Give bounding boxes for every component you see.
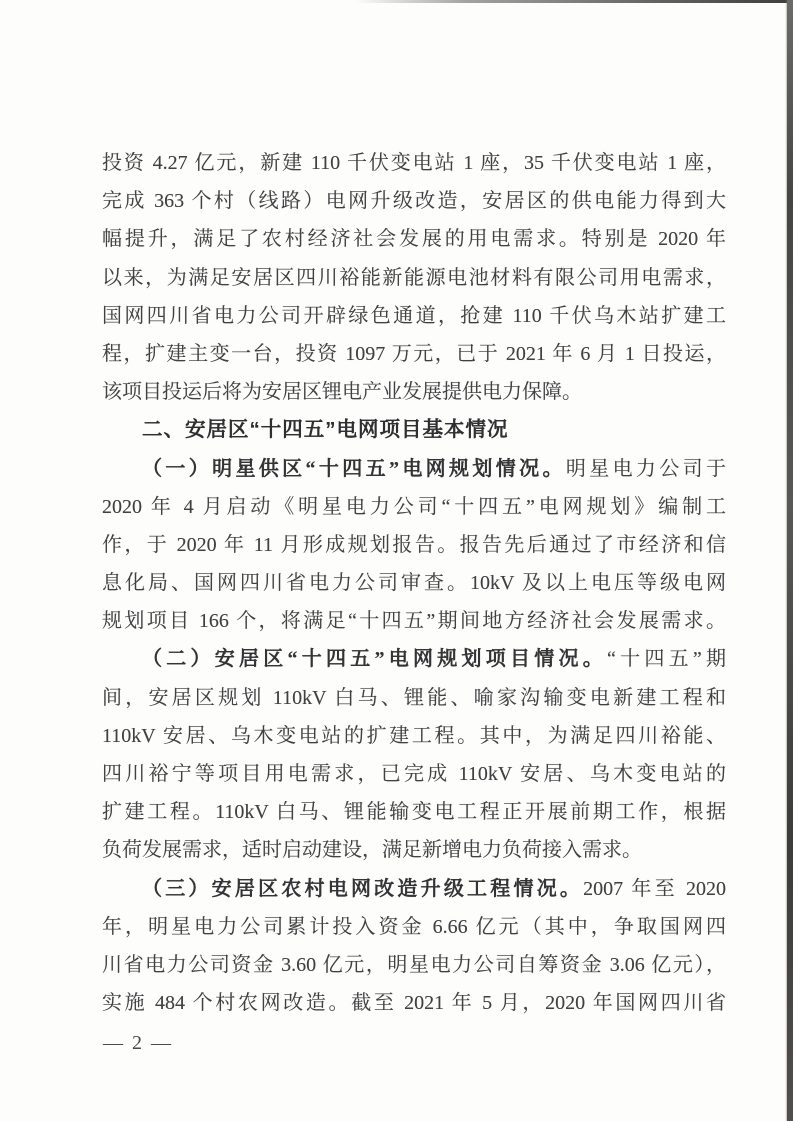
text-line	[102, 488, 726, 526]
text-line	[102, 259, 726, 297]
text-line	[102, 602, 726, 640]
paragraph-lead: （一）明星供区“十四五”电网规划情况。	[142, 457, 566, 480]
text-line	[102, 450, 726, 488]
text-line	[102, 831, 726, 869]
line-text: 川省电力公司资金 3.60 亿元，明星电力公司自筹资金 3.06 亿元），	[102, 953, 726, 976]
line-text: 作，于 2020 年 11 月形成规划报告。报告先后通过了市经济和信	[102, 533, 726, 556]
paragraph-lead: （二）安居区“十四五”电网规划项目情况。	[142, 648, 607, 671]
text-line	[102, 793, 726, 831]
line-text: “十四五”期	[607, 648, 727, 671]
section-heading	[102, 411, 726, 449]
line-text: 息化局、国网四川省电力公司审查。10kV 及以上电压等级电网	[102, 572, 726, 595]
line-text: 间，安居区规划 110kV 白马、锂能、喻家沟输变电新建工程和	[102, 686, 726, 709]
scan-edge-top	[355, 0, 793, 3]
text-line	[102, 182, 726, 220]
text-line	[102, 679, 726, 717]
line-text: 明星电力公司于	[565, 457, 727, 480]
text-line	[102, 946, 726, 984]
text-line	[102, 984, 726, 1022]
line-text: 该项目投运后将为安居区锂电产业发展提供电力保障。	[102, 381, 582, 404]
text-line	[102, 144, 726, 182]
line-text: 程，扩建主变一台，投资 1097 万元，已于 2021 年 6 月 1 日投运，	[102, 342, 726, 365]
page-number: — 2 —	[103, 1032, 173, 1054]
line-text: 国网四川省电力公司开辟绿色通道，抢建 110 千伏乌木站扩建工	[102, 304, 726, 327]
text-line	[102, 373, 726, 411]
text-line	[102, 220, 726, 258]
line-text: 四川裕宁等项目用电需求，已完成 110kV 安居、乌木变电站的	[102, 763, 726, 785]
scan-edge-right	[787, 0, 793, 1121]
line-text: 年，明星电力公司累计投入资金 6.66 亿元（其中，争取国网四	[102, 915, 726, 938]
text-line	[102, 526, 726, 564]
text-line	[102, 640, 726, 678]
line-text: 110kV 安居、乌木变电站的扩建工程。其中，为满足四川裕能、	[102, 724, 726, 747]
line-text: 幅提升，满足了农村经济社会发展的用电需求。特别是 2020 年	[102, 228, 726, 251]
line-text: 2007 年至 2020	[583, 877, 727, 900]
paragraph-lead: （三）安居区农村电网改造升级工程情况。	[142, 877, 584, 900]
line-text: 投资 4.27 亿元，新建 110 千伏变电站 1 座，35 千伏变电站 1 座，	[102, 152, 726, 174]
line-text: 扩建工程。110kV 白马、锂能输变电工程正开展前期工作，根据	[102, 801, 726, 824]
text-line	[102, 335, 726, 373]
line-text: 实施 484 个村农网改造。截至 2021 年 5 月，2020 年国网四川省	[102, 992, 726, 1015]
text-line	[102, 717, 726, 755]
text-line	[102, 297, 726, 335]
line-text: 2020 年 4 月启动《明星电力公司“十四五”电网规划》编制工	[102, 495, 726, 518]
line-text: 以来，为满足安居区四川裕能新能源电池材料有限公司用电需求，	[102, 266, 726, 289]
text-line	[102, 564, 726, 602]
text-line	[102, 908, 726, 946]
line-text: 负荷发展需求，适时启动建设，满足新增电力负荷接入需求。	[102, 839, 642, 862]
line-text: 二、安居区“十四五”电网项目基本情况	[142, 418, 509, 442]
line-text: 规划项目 166 个，将满足“十四五”期间地方经济社会发展需求。	[102, 610, 726, 633]
document-text	[102, 144, 726, 1022]
text-line	[102, 755, 726, 793]
text-line	[102, 870, 726, 908]
line-text: 完成 363 个村（线路）电网升级改造，安居区的供电能力得到大	[102, 190, 726, 213]
